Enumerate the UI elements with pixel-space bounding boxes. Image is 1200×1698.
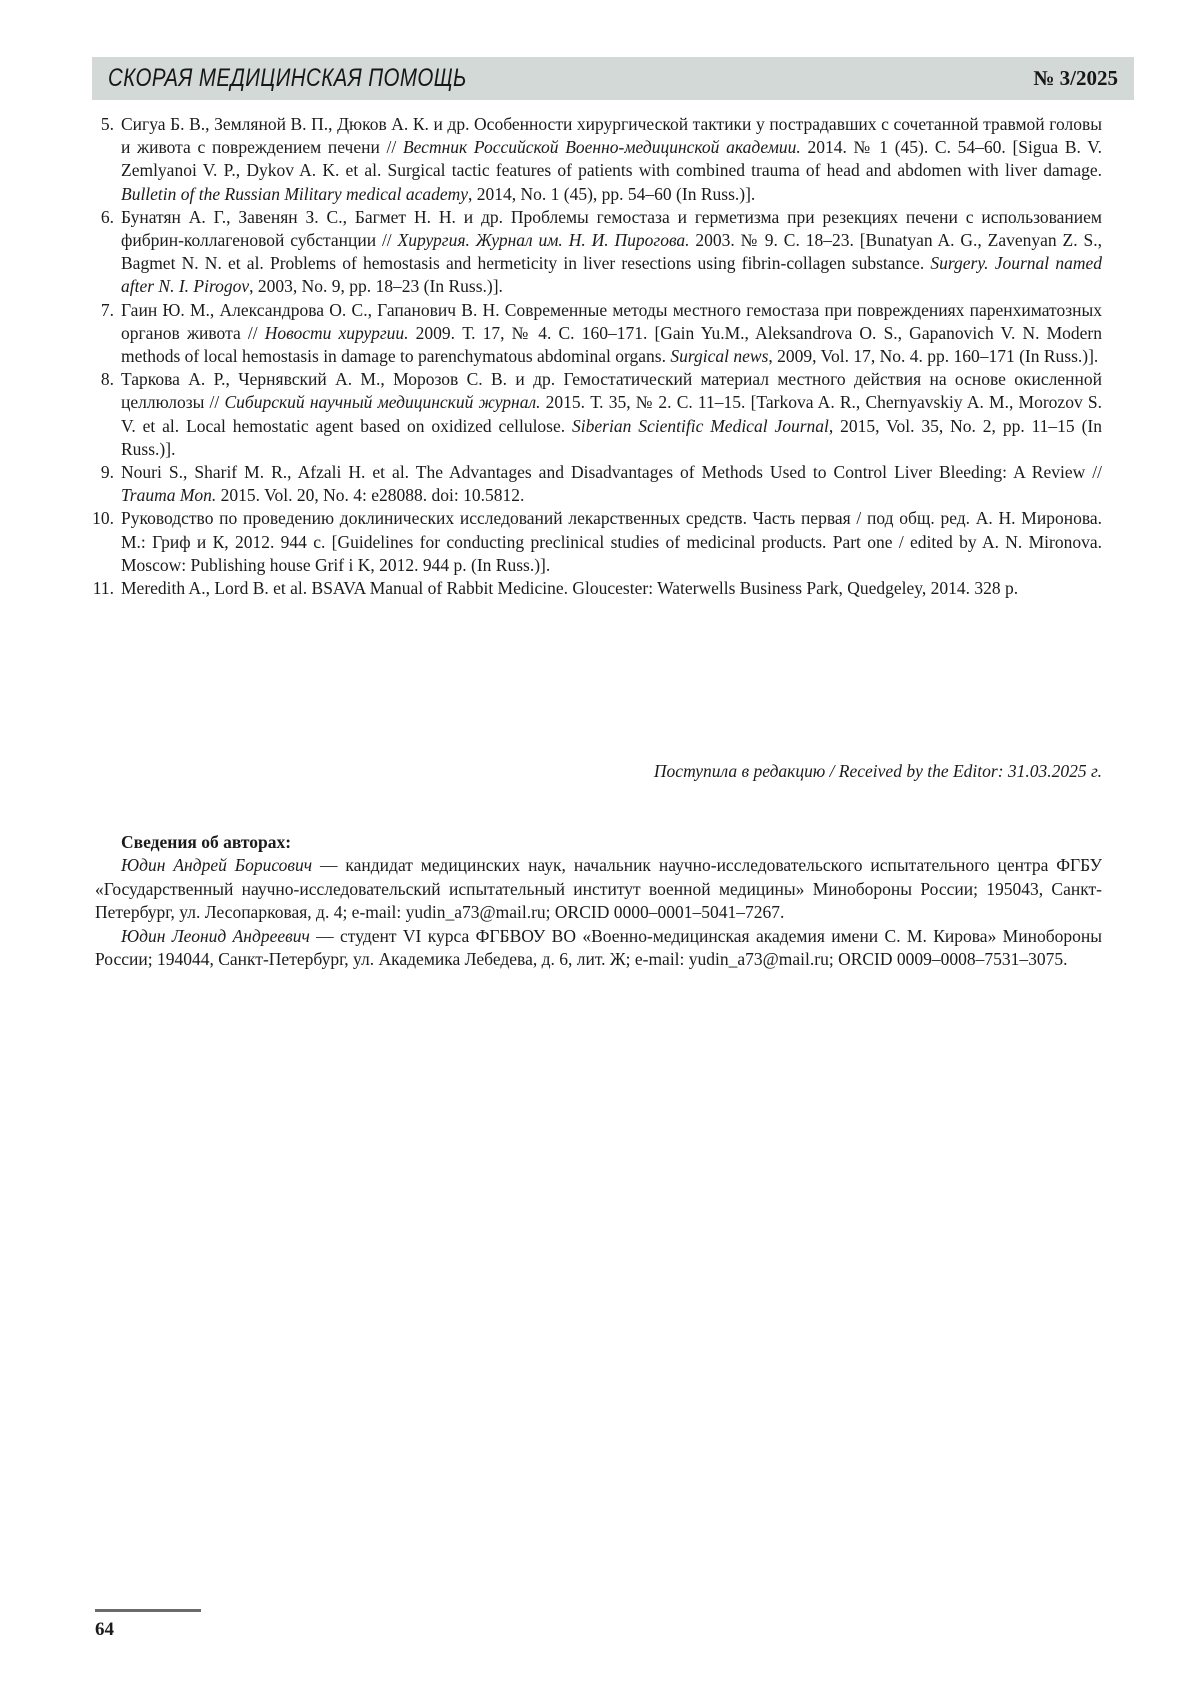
reference-text-segment: Nouri S., Sharif M. R., Afzali H. et al. The Advantages and Disadvantages of Methods Used to Control Liver Bleeding: A Review // (121, 462, 1102, 483)
reference-journal-name: Trauma Mon. (121, 485, 217, 506)
reference-journal-name: Surgical news (670, 346, 769, 367)
journal-header-band (92, 57, 1134, 100)
reference-text (121, 507, 1102, 577)
reference-text-segment: 2015. Vol. 20, No. 4: e28088. doi: 10.5812. (216, 485, 525, 506)
reference-text (121, 113, 1102, 206)
reference-journal-name: Bulletin of the Russian Military medical academy (121, 183, 469, 204)
reference-item (88, 577, 1102, 600)
reference-journal-name: Сибирский научный медицинский журнал. (224, 392, 541, 413)
reference-journal-name: Вестник Российской Военно-медицинской академии. (402, 137, 801, 158)
authors-heading: Сведения об авторах: (121, 832, 292, 852)
author-name: Юдин Леонид Андреевич (121, 925, 310, 946)
reference-text-segment: Руководство по проведению доклинических исследований лекарственных средств. Часть первая / под общ. ред. А. Н. Миронова. М.: Гриф и К, 2012. 944 с. [Guidelines for conducting preclinical studies of medicinal products. Part one / edited by A. N. Mironova. Moscow: Publishing house Grif i K, 2012. 944 p. (In Russ.)]. (121, 508, 1102, 575)
author-details: — студент VI курса ФГБВОУ ВО «Военно-медицинская академия имени С. М. Кирова» Минобороны России; 194044, Санкт-Петербург, ул. Академика Лебедева, д. 6, лит. Ж; e-mail: yudin_a73@mail.ru; ORCID 0009–0008–7531–3075. (95, 925, 1102, 970)
reference-text (121, 368, 1102, 461)
reference-text (121, 577, 1102, 600)
reference-number: 7. (100, 299, 114, 320)
issue-number: № 3/2025 (1033, 66, 1118, 90)
author-paragraph (95, 925, 1102, 972)
reference-number: 6. (100, 206, 114, 227)
footer-rule (95, 1609, 201, 1612)
received-line: Поступила в редакцию / Received by the Editor: 31.03.2025 г. (653, 761, 1102, 781)
reference-text-segment: Гаин Ю. М., Александрова О. С., Гапанович В. Н. Современные методы местного гемостаза при повреждениях паренхиматозных органов живота // (121, 299, 1102, 343)
reference-number: 5. (100, 114, 114, 134)
reference-journal-name: Siberian Scientific Medical Journal (572, 415, 829, 436)
reference-text-segment: 2014. № 1 (45). С. 54–60. [Sigua B. V. Zemlyanoi V. P., Dykov A. K. et al. Surgical tactic features of patients with combined trauma of head and abdomen with liver damage. (121, 137, 1102, 181)
reference-text-segment: , 2015, Vol. 35, No. 2, pp. 11–15 (In Russ.)]. (121, 415, 1102, 459)
authors-list (95, 854, 1102, 971)
journal-title: СКОРАЯ МЕДИЦИНСКАЯ ПОМОЩЬ (108, 64, 467, 92)
reference-text-segment: Бунатян А. Г., Завенян З. С., Багмет Н. Н. и др. Проблемы гемостаза и герметизма при резекциях печени с использованием фибрин-коллагеновой субстанции // (121, 206, 1102, 251)
reference-number: 8. (100, 369, 114, 390)
reference-text-segment: 2015. Т. 35, № 2. С. 11–15. [Tarkova A. R., Chernyavskiy A. M., Morozov S. V. et al. Local hemostatic agent based on oxidized cellulose. (121, 392, 1102, 436)
reference-text (121, 299, 1102, 369)
reference-item (88, 507, 1102, 577)
page-number: 64 (95, 1619, 114, 1640)
authors-section (95, 831, 1102, 971)
reference-text-segment: Сигуа Б. В., Земляной В. П., Дюков А. К. и др. Особенности хирургической тактики у пострадавших с сочетанной травмой головы и живота с повреждением печени // (121, 114, 1102, 158)
reference-item (88, 299, 1102, 369)
reference-text (121, 461, 1102, 507)
reference-number: 11. (92, 578, 114, 599)
reference-text-segment: , 2014, No. 1 (45), pp. 54–60 (In Russ.)]. (468, 183, 756, 204)
reference-text-segment: , 2009, Vol. 17, No. 4. pp. 160–171 (In Russ.)]. (768, 346, 1099, 367)
author-name: Юдин Андрей Борисович (121, 855, 313, 876)
author-details: — кандидат медицинских наук, начальник научно-исследовательского испытательного центра ФГБУ «Государственный научно-исследовательский испытательный институт военной медицины» Минобороны России; 195043, Санкт-Петербург, ул. Лесопарковая, д. 4; e-mail: yudin_a73@mail.ru; ORCID 0000–0001–5041–7267. (95, 855, 1102, 923)
reference-number: 9. (100, 462, 114, 483)
reference-text-segment: Meredith A., Lord B. et al. BSAVA Manual of Rabbit Medicine. Gloucester: Waterwells Business Park, Quedgeley, 2014. 328 p. (121, 578, 1019, 599)
reference-text (121, 206, 1102, 299)
reference-text-segment: , 2003, No. 9, pp. 18–23 (In Russ.)]. (249, 276, 503, 297)
reference-journal-name: Новости хирургии. (264, 322, 409, 343)
reference-text-segment: 2003. № 9. С. 18–23. [Bunatyan A. G., Zavenyan Z. S., Bagmet N. N. et al. Problems of hemostasis and hermeticity in liver resections using fibrin-collagen substance. (121, 230, 1102, 274)
reference-journal-name: Хирургия. Журнал им. Н. И. Пирогова. (397, 230, 690, 251)
reference-journal-name: Surgery. Journal named after N. I. Pirogov (121, 253, 1102, 297)
reference-text-segment: Таркова А. Р., Чернявский А. М., Морозов С. В. и др. Гемостатический материал местного действия на основе окисленной целлюлозы // (121, 369, 1102, 413)
reference-item (88, 206, 1102, 299)
reference-number: 10. (92, 508, 114, 529)
reference-item (88, 113, 1102, 206)
author-paragraph (95, 854, 1102, 924)
reference-text-segment: 2009. Т. 17, № 4. С. 160–171. [Gain Yu.M., Aleksandrova O. S., Gapanovich V. N. Modern methods of local hemostasis in damage to parenchymatous abdominal organs. (121, 322, 1103, 367)
reference-item (88, 461, 1102, 507)
references-list (88, 113, 1102, 600)
reference-item (88, 368, 1102, 461)
